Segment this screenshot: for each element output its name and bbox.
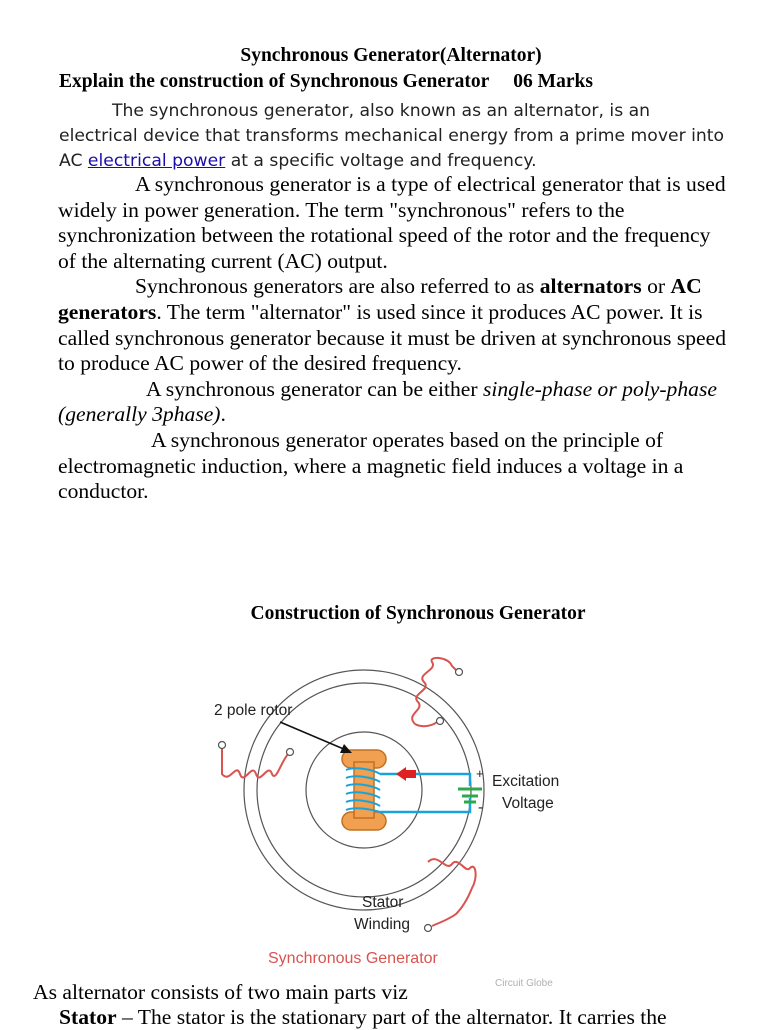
rotor-label: 2 pole rotor — [214, 702, 293, 719]
excitation-wire-top — [380, 774, 470, 786]
excitation-wire-bottom — [380, 798, 470, 812]
diagram-credit: Circuit Globe — [495, 978, 553, 989]
paragraph-2-or: or — [641, 274, 671, 299]
stator-label-2: Winding — [354, 916, 410, 933]
term-generally-3phase: phase (generally 3phase) — [58, 376, 717, 427]
stator-coil-top-lead — [415, 722, 437, 726]
stator-coil-left-terminal-2 — [287, 749, 294, 756]
stator-coil-top-terminal — [456, 669, 463, 676]
paragraph-1 — [58, 172, 730, 274]
term-alternators: alternators — [539, 274, 642, 299]
excitation-label-2: Voltage — [502, 795, 554, 812]
body-text — [58, 172, 730, 505]
stator-definition — [59, 1005, 667, 1030]
term-stator: Stator — [59, 1005, 117, 1029]
electrical-power-link[interactable]: electrical power — [87, 151, 226, 171]
paragraph-2 — [58, 274, 730, 376]
question-text: Explain the construction of Synchronous Generator — [59, 71, 490, 92]
stator-coil-left — [222, 748, 288, 777]
stator-definition-text: – The stator is the stationary part of the alternator. It carries the — [116, 1005, 667, 1029]
term-single: single — [482, 376, 535, 401]
document-title: Synchronous Generator(Alternator) — [240, 45, 542, 66]
stator-label-1: Stator — [362, 894, 404, 911]
paragraph-2-text-c: . The term "alternator" is used since it produces AC power. It is called synchronous generator because it must be driven at synchronous speed to produce AC power of the desired frequency. — [58, 299, 727, 376]
parts-intro: As alternator consists of two main parts viz — [33, 980, 408, 1004]
paragraph-3 — [58, 377, 730, 428]
marks-label: 06 Marks — [513, 71, 593, 92]
section-title: Construction of Synchronous Generator — [250, 603, 586, 624]
paragraph-4 — [58, 428, 730, 505]
paragraph-3-text-a: A synchronous generator can be either — [146, 376, 483, 401]
rotor-pointer-line — [280, 722, 346, 750]
intro-text-before: The synchronous generator, also known as an alternator, is an electrical device that transforms mechanical energy from a prime mover into AC — [59, 101, 725, 171]
excitation-label-1: Excitation — [492, 773, 560, 790]
paragraph-4-text: A synchronous generator operates based on the principle of electromagnetic induction, where a magnetic field induces a voltage in a conductor. — [58, 427, 684, 504]
synchronous-generator-diagram — [200, 652, 580, 952]
term-ac-generators: AC generators — [58, 274, 702, 324]
paragraph-3-dash-2: - — [659, 376, 667, 401]
minus-sign: - — [478, 799, 483, 816]
stator-coil-bottom-terminal — [425, 925, 432, 932]
question-heading — [59, 71, 593, 93]
stator-coil-top — [412, 658, 458, 724]
intro-paragraph — [59, 99, 729, 174]
intro-text-after: at a specific voltage and frequency. — [225, 151, 537, 171]
stator-coil-left-terminal — [219, 742, 226, 749]
paragraph-3-end: . — [220, 402, 226, 427]
diagram-caption: Synchronous Generator — [268, 950, 438, 967]
term-phase-or-poly: phase or poly — [541, 376, 660, 401]
paragraph-1-text: A synchronous generator is a type of electrical generator that is used widely in power generation. The term "synchronous" refers to the synchronization between the rotational speed of the rotor and the frequency of the alternating current (AC) output. — [58, 172, 726, 273]
paragraph-2-text-a: Synchronous generators are also referred to as — [135, 274, 540, 299]
paragraph-3-dash: - — [534, 376, 542, 401]
plus-sign: + — [476, 766, 484, 781]
field-current-arrow — [396, 767, 416, 781]
stator-coil-top-terminal-2 — [437, 718, 444, 725]
